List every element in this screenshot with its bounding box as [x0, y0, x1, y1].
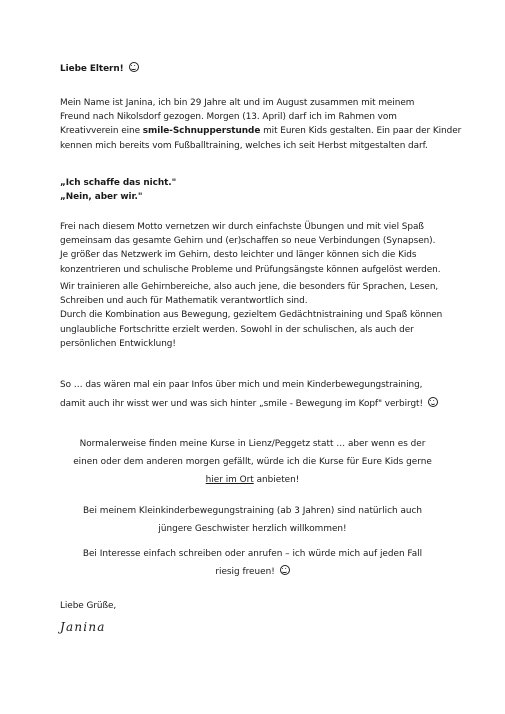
local-course-link-text: hier im Ort: [205, 475, 254, 485]
contact-note: Bei Interesse einfach schreiben oder anrufen – ich würde mich auf jeden Fall riesig freuen!: [82, 549, 423, 577]
method-paragraph: Frei nach diesem Motto vernetzen wir durch einfachste Übungen und mit viel Spaß gemeinsam das gesamte Gehirn und (er)schaffen so neue Verbindungen (Synapsen). Je größer das Netzwerk im Gehirn, desto leichter und länger können sich die Kids konzentrieren und schulische Probleme und Prüfungsängste können aufgelöst werden.: [60, 222, 441, 275]
signature: Janina: [60, 620, 106, 634]
smiley-icon: [280, 565, 290, 575]
training-paragraph: Wir trainieren alle Gehirnbereiche, also auch jene, die besonders für Sprachen, Lesen, Schreiben und auch für Mathematik verantwortlich sind. Durch die Kombination aus Bewegung, gezieltem Gedächtnistraining und Spaß können unglaubliche Fortschritte erzielt werden. Sowohl in der schulischen, als auch der persönlichen Entwicklung!: [60, 282, 443, 349]
salutation: Liebe Eltern!: [60, 62, 460, 76]
closing: Liebe Grüße,: [60, 601, 117, 611]
smiley-icon: [428, 397, 438, 407]
smiley-icon: [129, 62, 139, 72]
info-paragraph: So … das wären mal ein paar Infos über mich und mein Kinderbewegungstraining, damit auch ihr wisst wer und was sich hinter „smile - Bewegung im Kopf" verbirgt!: [60, 376, 460, 414]
course-name: smile-Schnupperstunde: [142, 126, 261, 137]
motto: „Ich schaffe das nicht." „Nein, aber wir.": [60, 178, 177, 203]
course-location-note: Normalerweise finden meine Kurse in Lienz/Peggetz statt … aber wenn es der einen oder dem anderen morgen gefällt, würde ich die Kurse für Eure Kids gerne hier im Ort anbieten!: [73, 439, 432, 485]
toddler-training-note: Bei meinem Kleinkinderbewegungstraining (ab 3 Jahren) sind natürlich auch jüngere Geschwister herzlich willkommen!: [82, 506, 423, 534]
intro-paragraph: Mein Name ist Janina, ich bin 29 Jahre alt und im August zusammen mit meinem Freund nach Nikolsdorf gezogen. Morgen (13. April) darf ich im Rahmen vom Kreativverein eine smile-Schnupperstunde mit Euren Kids gestalten. Ein paar der Kinder kennen mich bereits vom Fußballtraining, welches ich seit Herbst mitgestalten darf.: [60, 98, 462, 151]
